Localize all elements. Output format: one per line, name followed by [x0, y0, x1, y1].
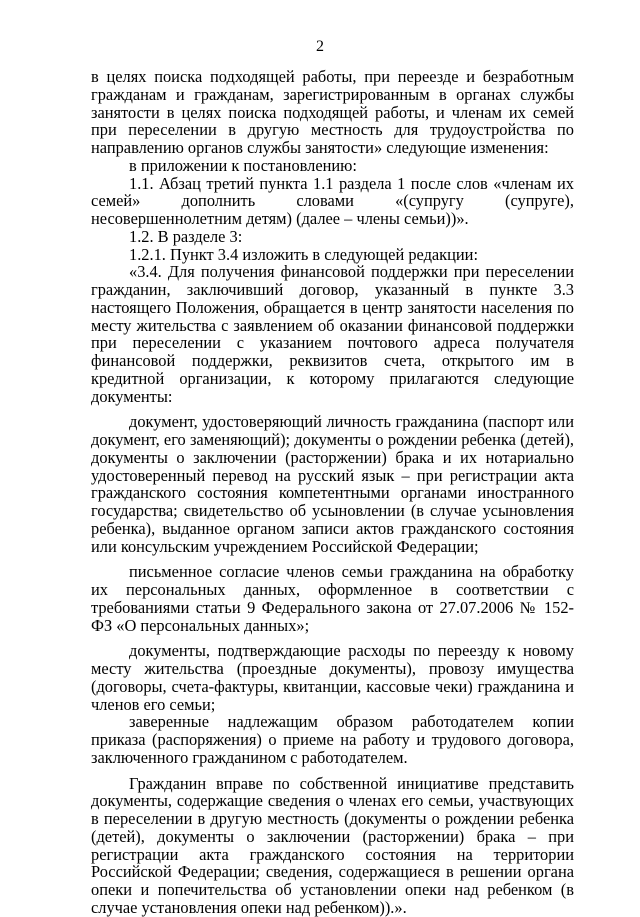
paragraph-item-1-2: 1.2. В разделе 3:	[129, 226, 243, 246]
paragraph-appendix: в приложении к постановлению:	[129, 155, 357, 175]
page-number: 2	[316, 38, 324, 55]
paragraph-item-1-1: 1.1. Абзац третий пункта 1.1 раздела 1 после слов «членам их семей» дополнить словами «(супругу (супруге), несовершеннолетним детям) (далее – члены семьи))».	[91, 173, 574, 228]
paragraph-identity-documents: документ, удостоверяющий личность гражданина (паспорт или документ, его заменяющий); документы о рождении ребенка (детей), документы о заключении (расторжении) брака и их нотариально удостоверенный перевод на русский язык – при регистрации акта гражданского состояния компетентными органами иностранного государства; свидетельство об усыновлении (в случае усыновления ребенка), выданное органом записи актов гражданского состояния или консульским учреждением Российской Федерации;	[91, 412, 574, 556]
paragraph-intro-continuation: в целях поиска подходящей работы, при переезде и безработным гражданам и гражданам, зарегистрированным в органах службы занятости в целях поиска подходящей работы, и членам их семей при переселении в другую местность для трудоустройства по направлению органов службы занятости» следующие изменения:	[91, 67, 574, 157]
paragraph-employment-copies: заверенные надлежащим образом работодателем копии приказа (распоряжения) о приеме на работу и трудового договора, заключенного гражданином с работодателем.	[91, 712, 574, 767]
paragraph-expense-documents: документы, подтверждающие расходы по переезду к новому месту жительства (проездные документы), провозу имущества (договоры, счета-фактуры, квитанции, кассовые чеки) гражданина и членов его семьи;	[91, 641, 574, 714]
paragraph-citizen-initiative: Гражданин вправе по собственной инициативе представить документы, содержащие сведения о членах его семьи, участвующих в переселении в другую местность (документы о рождении ребенка (детей), документы о заключении (расторжении) брака – при регистрации акта гражданского состояния на территории Российской Федерации; сведения, содержащиеся в решении органа опеки и попечительства об установлении опеки над ребенком (в случае установления опеки над ребенком)).».	[91, 773, 574, 917]
paragraph-consent: письменное согласие членов семьи гражданина на обработку их персональных данных, оформленное в соответствии с требованиями статьи 9 Федерального закона от 27.07.2006 № 152-ФЗ «О персональных данных»;	[91, 562, 574, 635]
document-body	[91, 68, 574, 917]
paragraph-item-1-2-1: 1.2.1. Пункт 3.4 изложить в следующей редакции:	[129, 244, 479, 264]
paragraph-clause-3-4: «3.4. Для получения финансовой поддержки при переселении гражданин, заключивший договор, указанный в пункте 3.3 настоящего Положения, обращается в центр занятости населения по месту жительства с заявлением об оказании финансовой поддержки при переселении с указанием почтового адреса получателя финансовой поддержки, реквизитов счета, открытого им в кредитной организации, к которому прилагаются следующие документы:	[91, 262, 574, 406]
